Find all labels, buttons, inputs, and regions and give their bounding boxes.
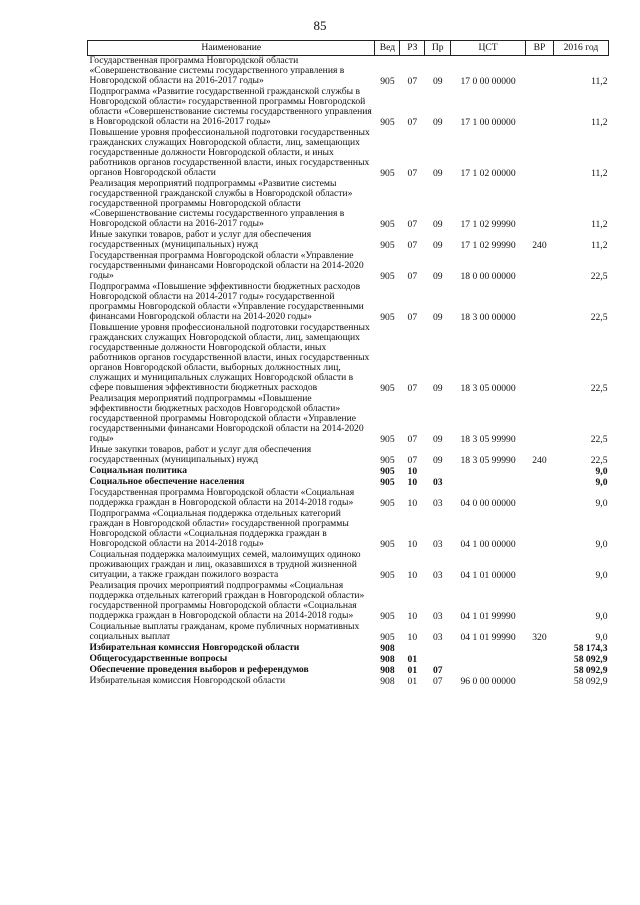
row-name: Избирательная комиссия Новгородской области [89,675,286,686]
row-ved: 905 [380,570,395,581]
row-rz: 07 [407,168,418,179]
row-rz: 07 [407,455,418,466]
row-rz: 01 [407,654,418,665]
row-ved: 908 [380,676,395,687]
row-name: Реализация прочих мероприятий подпрограммы «Социальная поддержка отдельных категорий граждан в Новгородской области» государственной программы Новгородской области «Социальная поддержка граждан в Новгородской области на 2014-2018 годы» [89,580,365,621]
table-row [88,251,609,282]
row-name: Социальная поддержка малоимущих семей, малоимущих одиноко проживающих граждан и лиц, оказавшихся в трудной жизненной ситуации, а также граждан пожилого возраста [89,549,361,580]
row-name: Повышение уровня профессиональной подготовки государственных гражданских служащих Новгородской области, лиц, замещающих государственные должности Новгородской области, иных работников органов государственной власти, иных государственных органов Новгородской области, выборных должностных лиц, служащих и муниципальных служащих Новгородской области в сфере повышения эффективности бюджетных расходов [89,322,370,393]
row-ved: 905 [380,240,395,251]
table-row [88,179,609,230]
table-row [88,509,609,550]
row-cst: 18 3 00 00000 [460,312,516,323]
row-cst: 17 1 00 00000 [460,117,516,128]
row-name: Иные закупки товаров, работ и услуг для обеспечения государственных (муниципальных) нужд [89,229,312,250]
row-name: Государственная программа Новгородской области «Совершенствование системы государственного управления в Новгородской области на 2016-2017 годы» [89,55,345,86]
row-vr [525,509,553,550]
row-vr [525,128,553,179]
row-pr: 03 [432,477,443,488]
row-rz: 07 [407,434,418,445]
table-row [88,323,609,394]
row-ved: 905 [380,632,395,643]
row-pr: 03 [432,632,443,643]
row-amount: 58 174,3 [573,643,608,654]
row-rz: 07 [407,383,418,394]
row-pr: 09 [432,434,443,445]
row-pr: 09 [432,76,443,87]
row-cst: 04 1 00 00000 [460,539,516,550]
header-cst: ЦСТ [451,41,526,56]
row-ved: 905 [380,168,395,179]
row-ved: 905 [380,539,395,550]
row-name: Реализация мероприятий подпрограммы «Повышение эффективности бюджетных расходов Новгородской области» государственной программы Новгородской области «Управление государственными финансами Новгородской области на 2014-2020 годы» [89,393,364,444]
row-vr [525,56,553,88]
row-amount: 11,2 [591,219,608,230]
row-cst: 18 0 00 00000 [460,271,516,282]
row-name: Подпрограмма «Социальная поддержка отдельных категорий граждан в Новгородской области» государственной программы Новгородской области «Социальная поддержка граждан в Новгородской области на 2014-2018 годы» [89,508,349,549]
row-name: Повышение уровня профессиональной подготовки государственных гражданских служащих Новгородской области, лиц, замещающих государственные должности Новгородской области, и иных работников органов государственной власти, иных государственных органов Новгородской области [89,127,370,178]
row-name: Подпрограмма «Развитие государственной гражданской службы в Новгородской области» государственной программы Новгородской области «Совершенствование системы государственного управления в Новгородской области на 2016-2017 годы» [89,86,372,127]
row-pr: 09 [432,219,443,230]
row-cst: 17 1 02 99990 [460,240,516,251]
row-rz [400,643,425,654]
table-row [88,581,609,622]
row-rz: 07 [407,271,418,282]
row-amount: 22,5 [590,383,608,394]
row-cst [451,477,526,488]
row-name: Обеспечение проведения выборов и референдумов [89,664,309,675]
row-vr: 320 [532,632,547,643]
row-ved: 905 [380,271,395,282]
row-name: Социальные выплаты гражданам, кроме публичных нормативных социальных выплат [89,621,360,642]
table-header [88,41,609,56]
budget-table [87,40,609,687]
row-amount: 9,0 [595,539,608,550]
row-ved: 905 [380,434,395,445]
row-vr [525,87,553,128]
row-vr [525,179,553,230]
row-amount: 9,0 [595,498,608,509]
row-rz: 10 [407,570,418,581]
row-rz: 10 [407,632,418,643]
row-name: Социальная политика [89,465,188,476]
table-row [88,445,609,466]
table-row [88,622,609,643]
row-pr: 09 [432,240,443,251]
row-vr [525,282,553,323]
row-pr: 03 [432,498,443,509]
row-pr: 09 [432,455,443,466]
row-vr: 240 [532,455,547,466]
row-name: Реализация мероприятий подпрограммы «Развитие системы государственной гражданской службы в Новгородской области» государственной программы Новгородской области «Совершенствование системы государственного управления в Новгородской области на 2016-2017 годы» [89,178,353,229]
row-vr [525,477,553,488]
row-cst: 17 1 02 99990 [460,219,516,230]
row-rz: 07 [407,312,418,323]
row-pr: 07 [432,676,443,687]
row-vr [525,550,553,581]
table-row [88,394,609,445]
row-cst: 18 3 05 99990 [460,434,516,445]
row-ved: 908 [380,665,395,676]
row-pr: 09 [432,271,443,282]
row-rz: 07 [407,76,418,87]
row-cst: 17 0 00 00000 [460,76,516,87]
row-name: Государственная программа Новгородской области «Социальная поддержка граждан в Новгородской области на 2014-2018 годы» [89,487,355,508]
row-cst [451,466,526,477]
row-cst [451,643,526,654]
row-cst: 17 1 02 00000 [460,168,516,179]
table-row [88,488,609,509]
row-vr [525,466,553,477]
row-name: Общегосударственные вопросы [89,653,228,664]
row-vr [525,676,553,687]
row-amount: 9,0 [595,466,608,477]
row-ved: 905 [380,76,395,87]
row-vr [525,643,553,654]
row-rz: 01 [407,676,418,687]
row-amount: 22,5 [590,455,608,466]
row-pr: 03 [432,539,443,550]
row-rz: 07 [407,240,418,251]
table-row [88,550,609,581]
row-pr: 09 [432,168,443,179]
row-ved: 905 [380,611,395,622]
row-vr [525,654,553,665]
row-amount: 9,0 [595,570,608,581]
row-rz: 10 [407,611,418,622]
header-pr: Пр [425,41,451,56]
row-ved: 905 [380,117,395,128]
row-vr: 240 [532,240,547,251]
row-pr: 07 [432,665,443,676]
row-ved: 905 [380,477,395,488]
row-vr [525,665,553,676]
row-ved: 905 [380,312,395,323]
table-row [88,87,609,128]
row-vr [525,488,553,509]
row-amount: 58 092,9 [573,665,608,676]
row-pr: 03 [432,611,443,622]
row-cst: 18 3 05 00000 [460,383,516,394]
table-row [88,56,609,88]
row-ved: 905 [380,455,395,466]
header-name: Наименование [88,41,375,56]
row-amount: 11,2 [591,168,608,179]
row-pr: 09 [432,312,443,323]
row-pr: 09 [432,383,443,394]
row-cst: 04 1 01 00000 [460,570,516,581]
row-cst: 04 1 01 99990 [460,611,516,622]
row-ved: 905 [380,466,395,477]
row-amount: 9,0 [595,611,608,622]
row-ved: 905 [380,498,395,509]
row-rz: 10 [407,498,418,509]
row-amount: 22,5 [590,312,608,323]
row-ved: 905 [380,383,395,394]
row-amount: 58 092,9 [573,654,608,665]
row-amount: 58 092,9 [573,676,608,687]
row-name: Иные закупки товаров, работ и услуг для обеспечения государственных (муниципальных) нужд [89,444,312,465]
row-vr [525,251,553,282]
row-cst: 18 3 05 99990 [460,455,516,466]
row-name: Социальное обеспечение населения [89,476,245,487]
table-row [88,230,609,251]
row-vr [525,323,553,394]
row-amount: 11,2 [591,240,608,251]
row-amount: 11,2 [591,76,608,87]
row-pr: 03 [432,570,443,581]
table-body [88,56,609,688]
row-amount: 22,5 [590,271,608,282]
row-ved: 905 [380,219,395,230]
row-name: Подпрограмма «Повышение эффективности бюджетных расходов Новгородской области на 2014-2017 годы» государственной программы Новгородской области «Управление государственными финансами Новгородской области на 2014-2020 годы» [89,281,364,322]
row-pr [425,643,451,654]
row-rz: 01 [407,665,418,676]
row-amount: 9,0 [595,477,608,488]
row-pr [425,466,451,477]
row-pr: 09 [432,117,443,128]
row-rz: 10 [407,466,418,477]
table-row [88,282,609,323]
page-number: 85 [313,18,327,33]
row-cst [451,654,526,665]
row-amount: 11,2 [591,117,608,128]
row-amount: 9,0 [595,632,608,643]
row-cst: 04 1 01 99990 [460,632,516,643]
row-rz: 10 [407,477,418,488]
row-pr [425,654,451,665]
row-cst: 96 0 00 00000 [460,676,516,687]
row-name: Избирательная комиссия Новгородской области [89,642,300,653]
row-rz: 07 [407,117,418,128]
header-year: 2016 год [553,41,608,56]
row-vr [525,581,553,622]
row-cst: 04 0 00 00000 [460,498,516,509]
row-ved: 908 [380,643,395,654]
row-amount: 22,5 [590,434,608,445]
row-rz: 07 [407,219,418,230]
header-vr: ВР [525,41,553,56]
row-name: Государственная программа Новгородской области «Управление государственными финансами Новгородской области на 2014-2020 годы» [89,250,364,281]
header-rz: РЗ [400,41,425,56]
row-rz: 10 [407,539,418,550]
row-cst [451,665,526,676]
table-row [88,676,609,687]
row-ved: 908 [380,654,395,665]
row-vr [525,394,553,445]
table-row [88,128,609,179]
header-ved: Вед [375,41,400,56]
